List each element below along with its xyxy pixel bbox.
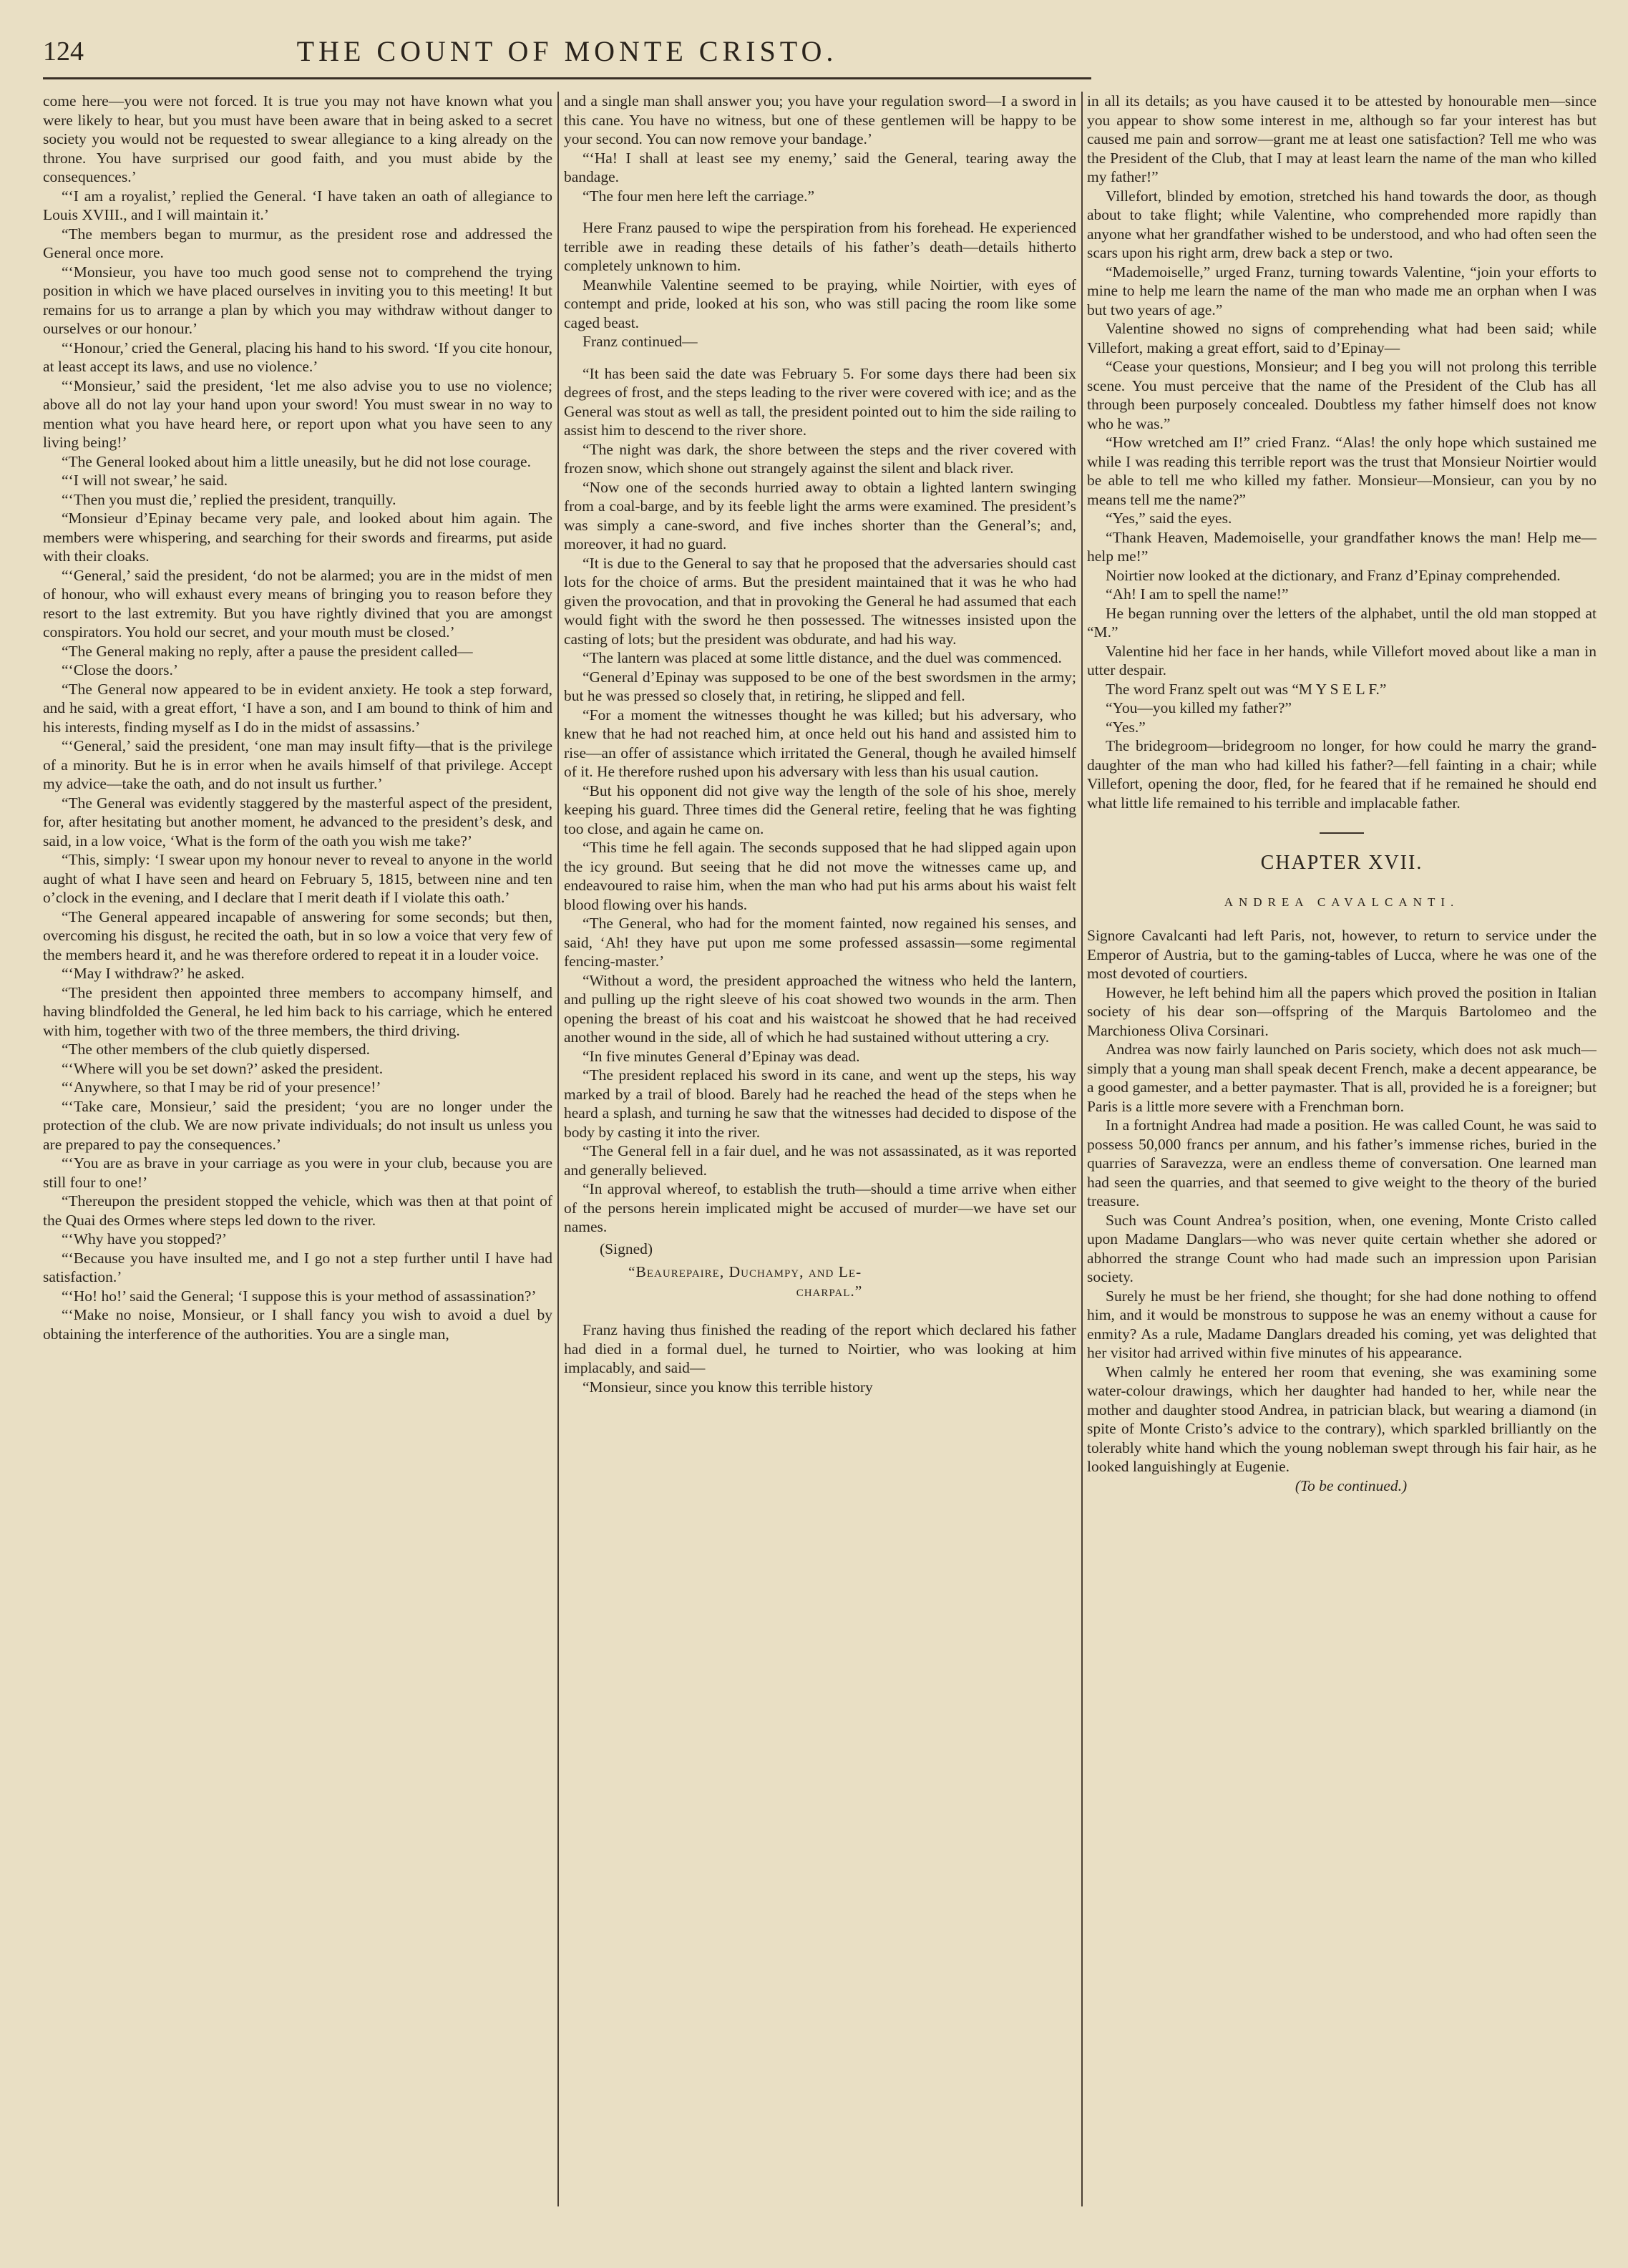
paragraph: “‘Make no noise, Monsieur, or I shall fancy you wish to avoid a duel by obtaining the interference of the authorities. You are a single man, xyxy=(43,1306,552,1343)
paragraph: “Cease your questions, Monsieur; and I beg you will not prolong this terrible scene. You must perceive that the name of the President of the Club has all through been purposely concealed. Doubtless my father himself does not know who he was.” xyxy=(1087,358,1597,432)
paragraph: in all its details; as you have caused it to be attested by honourable men—since you appear to show some interest in me, although so far your interest has but caused me pain and sorrow—grant me at least one satisfaction? Tell me who was the President of the Club, that I may at least learn the name of the man who killed my father!” xyxy=(1087,92,1597,185)
paragraph: “This time he fell again. The seconds supposed that he had slipped again upon the icy ground. But seeing that he did not move the witnesses came up, and endeavoured to raise him, when the man who had put his arms about his waist felt blood flowing over his hands. xyxy=(564,839,1076,913)
paragraph: “The General was evidently staggered by the masterful aspect of the president, for, after hesitating but another moment, he advanced to the president’s desk, and said, in a low voice, ‘What is the form of the oath you wish me take?’ xyxy=(43,794,552,850)
paragraph: “‘Where will you be set down?’ asked the president. xyxy=(62,1059,384,1077)
paragraph: come here—you were not forced. It is true you may not have known what you were likely to hear, but you must have been aware that in being asked to a secret society you would not be requested to swear allegiance to a king already on the throne. You have surprised our good faith, and you must abide by the consequences.’ xyxy=(43,92,552,185)
page-header xyxy=(43,29,1091,79)
paragraph: “‘May I withdraw?’ he asked. xyxy=(62,965,245,982)
paragraph: “The lantern was placed at some little distance, and the duel was commenced. xyxy=(583,649,1062,666)
signatories: “Beaurepaire, Duchampy, and Le- xyxy=(628,1263,862,1280)
chapter-subtitle: ANDREA CAVALCANTI. xyxy=(1224,895,1460,909)
paragraph: “In approval whereof, to establish the truth—should a time arrive when either of the persons herein implicated might be accused of murder—we have set our names. xyxy=(564,1180,1076,1235)
paragraph: “Yes.” xyxy=(1106,718,1146,736)
paragraph: “The four men here left the carriage.” xyxy=(583,187,815,205)
column-divider xyxy=(557,92,559,2206)
paragraph: “The other members of the club quietly dispersed. xyxy=(62,1041,371,1058)
header-rule xyxy=(43,77,1091,79)
paragraph: “‘Why have you stopped?’ xyxy=(62,1230,228,1247)
paragraph: The bridegroom—bridegroom no longer, for how could he marry the grand-daughter of the man who had killed his father?—fell fainting in a chair; while Villefort, opening the door, fled, for he feared that if he remained he should end what little life remained to his terrible and implacable father. xyxy=(1087,737,1597,812)
paragraph: “Thereupon the president stopped the vehicle, which was then at that point of the Quai des Ormes where steps led down to the river. xyxy=(43,1192,552,1229)
paragraph: “Monsieur, since you know this terrible history xyxy=(583,1378,873,1396)
paragraph: Such was Count Andrea’s position, when, one evening, Monte Cristo called upon Madame Danglars—who was never quite certain whether she adored or abhorred the strange Count who had made such an impression upon Parisian society. xyxy=(1087,1211,1597,1285)
paragraph: The word Franz spelt out was “M Y S E L F.” xyxy=(1106,680,1387,698)
paragraph: “The General looked about him a little uneasily, but he did not lose courage. xyxy=(62,452,531,470)
paragraph: Andrea was now fairly launched on Paris society, which does not ask much—simply that a young man shall speak decent French, make a decent appearance, be a good gamester, and a better paymaster. That is all, provided he is a foreigner; but Paris is a little more severe with a Frenchman born. xyxy=(1087,1041,1597,1115)
paragraph: “This, simply: ‘I swear upon my honour never to reveal to anyone in the world aught of what I have seen and heard on February 5, 1815, between nine and ten o’clock in the evening, and I declare that I merit death if I violate this oath.’ xyxy=(43,851,552,906)
text-column-2 xyxy=(564,92,1076,2210)
paragraph: “It has been said the date was February 5. For some days there had been six degrees of frost, and the steps leading to the river were covered with ice; and as the General was stout as well as tall, the president pointed out to him the side railing to assist him to descend to the river shore. xyxy=(564,364,1076,439)
paragraph: “Ah! I am to spell the name!” xyxy=(1106,585,1289,603)
paragraph: “Now one of the seconds hurried away to obtain a lighted lantern swinging from a coal-barge, and by its feeble light the arms were examined. The president’s was simply a cane-sword, and five inches shorter than the General’s; and, moreover, it had no guard. xyxy=(564,478,1076,553)
paragraph: “Mademoiselle,” urged Franz, turning towards Valentine, “join your efforts to mine to help me learn the name of the man who made me an orphan when I was but two years of age.” xyxy=(1087,263,1597,318)
paragraph: “The members began to murmur, as the president rose and addressed the General once more. xyxy=(43,225,552,261)
paragraph: Signore Cavalcanti had left Paris, not, however, to return to service under the Emperor of Austria, but to the gaming-tables of Lucca, where he was one of the most devoted of courtiers. xyxy=(1087,927,1597,982)
paragraph: “‘Take care, Monsieur,’ said the president; ‘you are no longer under the protection of the club. We are now private individuals; do not insult us unless you are prepared to pay the consequences.’ xyxy=(43,1097,552,1153)
paragraph: “It is due to the General to say that he proposed that the adversaries should cast lots for the choice of arms. But the president maintained that it was he who had given the provocation, and that in provoking the General he had assumed that each would fight with the sword he then possessed. The witnesses insisted upon the casting of lots; but the president was obdurate, and had his way. xyxy=(564,554,1076,648)
section-rule xyxy=(1320,832,1364,834)
paragraph: “‘Because you have insulted me, and I go not a step further until I have had satisfaction.’ xyxy=(43,1249,552,1285)
paragraph: “‘Honour,’ cried the General, placing his hand to his sword. ‘If you cite honour, at least accept its laws, and use no violence.’ xyxy=(43,339,552,375)
paragraph: “The General, who had for the moment fainted, now regained his senses, and said, ‘Ah! they have put upon me some professed assassin—some regimental fencing-master.’ xyxy=(564,915,1076,970)
paragraph: “‘General,’ said the president, ‘one man may insult fifty—that is the privilege of a minority. But he is in error when he avails himself of that privilege. Accept my advice—take the oath, and do not insult us further.’ xyxy=(43,737,552,792)
paragraph: “The night was dark, the shore between the steps and the river covered with frozen snow, which shone out strangely against the silent and black river. xyxy=(564,440,1076,477)
paragraph: “‘Monsieur,’ said the president, ‘let me also advise you to use no violence; above all do not lay your hand upon your sword! You must swear in no way to mention what you have heard here, or report upon what you have seen to any living being!’ xyxy=(43,376,552,451)
paragraph: “The president then appointed three members to accompany himself, and having blindfolded the General, he led him back to his carriage, which he entered with him, together with two of the three members, the third driving. xyxy=(43,983,552,1039)
paragraph: “Thank Heaven, Mademoiselle, your grandfather knows the man! Help me—help me!” xyxy=(1087,528,1597,565)
paragraph: However, he left behind him all the papers which proved the position in Italian society of his dear son—offspring of the Marquis Bartolomeo and the Marchioness Oliva Corsinari. xyxy=(1087,983,1597,1039)
paragraph: “‘I will not swear,’ he said. xyxy=(62,472,228,489)
signatories-continued: charpal.” xyxy=(796,1282,863,1300)
text-column-1 xyxy=(43,92,552,2210)
paragraph: Surely he must be her friend, she thought; for she had done nothing to offend him, and it would be monstrous to suppose he was an enemy without a cause for enmity? As a rule, Madame Danglars dreaded his coming, yet was delighted that her visitor had arrived within five minutes of his appearance. xyxy=(1087,1287,1597,1361)
paragraph: “But his opponent did not give way the length of the sole of his shoe, merely keeping his guard. Three times did the General retire, feeling that he was fighting too close, and again he came on. xyxy=(564,782,1076,837)
running-title: THE COUNT OF MONTE CRISTO. xyxy=(296,35,838,67)
text-column-3 xyxy=(1087,92,1597,2210)
paragraph: “In five minutes General d’Epinay was dead. xyxy=(583,1047,860,1065)
paragraph: “‘Then you must die,’ replied the president, tranquilly. xyxy=(62,490,396,508)
paragraph: Villefort, blinded by emotion, stretched his hand towards the door, as though about to take flight; while Valentine, who comprehended more rapidly than anyone what her grandfather wished to be understood, and who had often seen the scars upon his right arm, drew back a step or two. xyxy=(1087,187,1597,261)
column-divider xyxy=(1081,92,1083,2206)
paragraph: Meanwhile Valentine seemed to be praying, while Noirtier, with eyes of contempt and pride, looked at his son, who was still pacing the room like some caged beast. xyxy=(564,276,1076,331)
paragraph: “For a moment the witnesses thought he was killed; but his adversary, who knew that he had not reached him, at once held out his hand and assisted him to rise—an offer of assistance which irritated the General, though he availed himself of it. He therefore rushed upon his adversary with less than his usual caution. xyxy=(564,706,1076,780)
to-be-continued: (To be continued.) xyxy=(1295,1476,1408,1494)
paragraph: “You—you killed my father?” xyxy=(1106,699,1292,716)
chapter-title: CHAPTER XVII. xyxy=(1260,852,1423,874)
paragraph: Valentine showed no signs of comprehending what had been said; while Villefort, making a great effort, said to d’Epinay— xyxy=(1087,320,1597,356)
paragraph: “‘Ha! I shall at least see my enemy,’ said the General, tearing away the bandage. xyxy=(564,149,1076,185)
paragraph: Franz continued— xyxy=(583,333,698,350)
paragraph: “The General making no reply, after a pause the president called— xyxy=(62,642,473,660)
paragraph: “General d’Epinay was supposed to be one of the best swordsmen in the army; but he was pressed so closely that, in retiring, he slipped and fell. xyxy=(564,668,1076,704)
paragraph: “‘Monsieur, you have too much good sense not to comprehend the trying position in which we have placed ourselves in inviting you to this meeting! It but remains for us to arrange a plan by which you may withdraw without danger to ourselves or our honour.’ xyxy=(43,263,552,337)
paragraph: “The General fell in a fair duel, and he was not assassinated, as it was reported and generally believed. xyxy=(564,1142,1076,1179)
paragraph: “‘You are as brave in your carriage as you were in your club, because you are still four to one!’ xyxy=(43,1154,552,1191)
paragraph: Noirtier now looked at the dictionary, and Franz d’Epinay comprehended. xyxy=(1106,566,1561,584)
paragraph: In a fortnight Andrea had made a position. He was called Count, he was said to possess 50,000 francs per annum, and his father’s immense riches, buried in the quarries of Saravezza, were an endless theme of conversation. One learned man had seen the quarries, and that seemed to give weight to the theory of the buried treasure. xyxy=(1087,1116,1597,1210)
paragraph: “‘Close the doors.’ xyxy=(62,661,179,678)
paragraph: and a single man shall answer you; you have your regulation sword—I a sword in this cane. You have no witness, but one of these gentlemen will be happy to be your second. You can now remove your bandage.’ xyxy=(564,92,1076,147)
paragraph: “Without a word, the president approached the witness who held the lantern, and pulling up the right sleeve of his coat showed two wounds in the arm. Then opening the breast of his coat and his waistcoat he showed that he had received another wound in the side, all of which he had sustained without uttering a cry. xyxy=(564,971,1076,1046)
signed-line: (Signed) xyxy=(600,1240,653,1257)
paragraph: “Yes,” said the eyes. xyxy=(1106,510,1232,527)
paragraph: Franz having thus finished the reading of the report which declared his father had died in a formal duel, he turned to Noirtier, who was looking at him implacably, and said— xyxy=(564,1321,1076,1376)
paragraph: “The General now appeared to be in evident anxiety. He took a step forward, and he said, with a great effort, ‘I have a son, and I am bound to think of him and his interests, finding myself as I do in the midst of assassins.’ xyxy=(43,680,552,736)
paragraph: “‘Anywhere, so that I may be rid of your presence!’ xyxy=(62,1079,381,1096)
paragraph: “‘I am a royalist,’ replied the General. ‘I have taken an oath of allegiance to Louis XVIII., and I will maintain it.’ xyxy=(43,187,552,223)
paragraph: “How wretched am I!” cried Franz. “Alas! the only hope which sustained me while I was reading this terrible report was the trust that Monsieur Noirtier would be able to tell me who killed my father. Monsieur—Monsieur, can you by no means tell me the name?” xyxy=(1087,434,1597,508)
paragraph: Valentine hid her face in her hands, while Villefort moved about like a man in utter despair. xyxy=(1087,642,1597,678)
paragraph: “The president replaced his sword in its cane, and went up the steps, his way marked by a trail of blood. Barely had he reached the head of the steps when he heard a splash, and turning he saw that the witnesses had decided to dispose of the body by casting it into the river. xyxy=(564,1066,1076,1141)
paragraph: “‘Ho! ho!’ said the General; ‘I suppose this is your method of assassination?’ xyxy=(62,1287,537,1305)
paragraph: When calmly he entered her room that evening, she was examining some water-colour drawings, which her daughter had handed to her, while near the mother and daughter stood Andrea, in patrician black, but wearing a diamond (in spite of Monte Cristo’s advice to the contrary), which sparkled brilliantly on the tolerably white hand which the young nobleman swept through his fair hair, as he looked languishingly at Eugenie. xyxy=(1087,1363,1597,1475)
paragraph: Here Franz paused to wipe the perspiration from his forehead. He experienced terrible awe in reading these details of his father’s death—details hitherto completely unknown to him. xyxy=(564,219,1076,274)
paragraph: He began running over the letters of the alphabet, until the old man stopped at “M.” xyxy=(1087,604,1597,641)
page-number: 124 xyxy=(43,36,84,67)
paragraph: “‘General,’ said the president, ‘do not be alarmed; you are in the midst of men of honour, who will exhaust every means of bringing you to reason before they resort to the last extremity. But you have rightly divined that you are amongst conspirators. You hold our secret, and your mouth must be closed.’ xyxy=(43,566,552,641)
paragraph: “Monsieur d’Epinay became very pale, and looked about him again. The members were whispering, and searching for their swords and firearms, put aside with their cloaks. xyxy=(43,510,552,565)
paragraph: “The General appeared incapable of answering for some seconds; but then, overcoming his disgust, he recited the oath, but in so low a voice that very few of the members heard it, and he was therefore ordered to repeat it in a louder voice. xyxy=(43,907,552,963)
